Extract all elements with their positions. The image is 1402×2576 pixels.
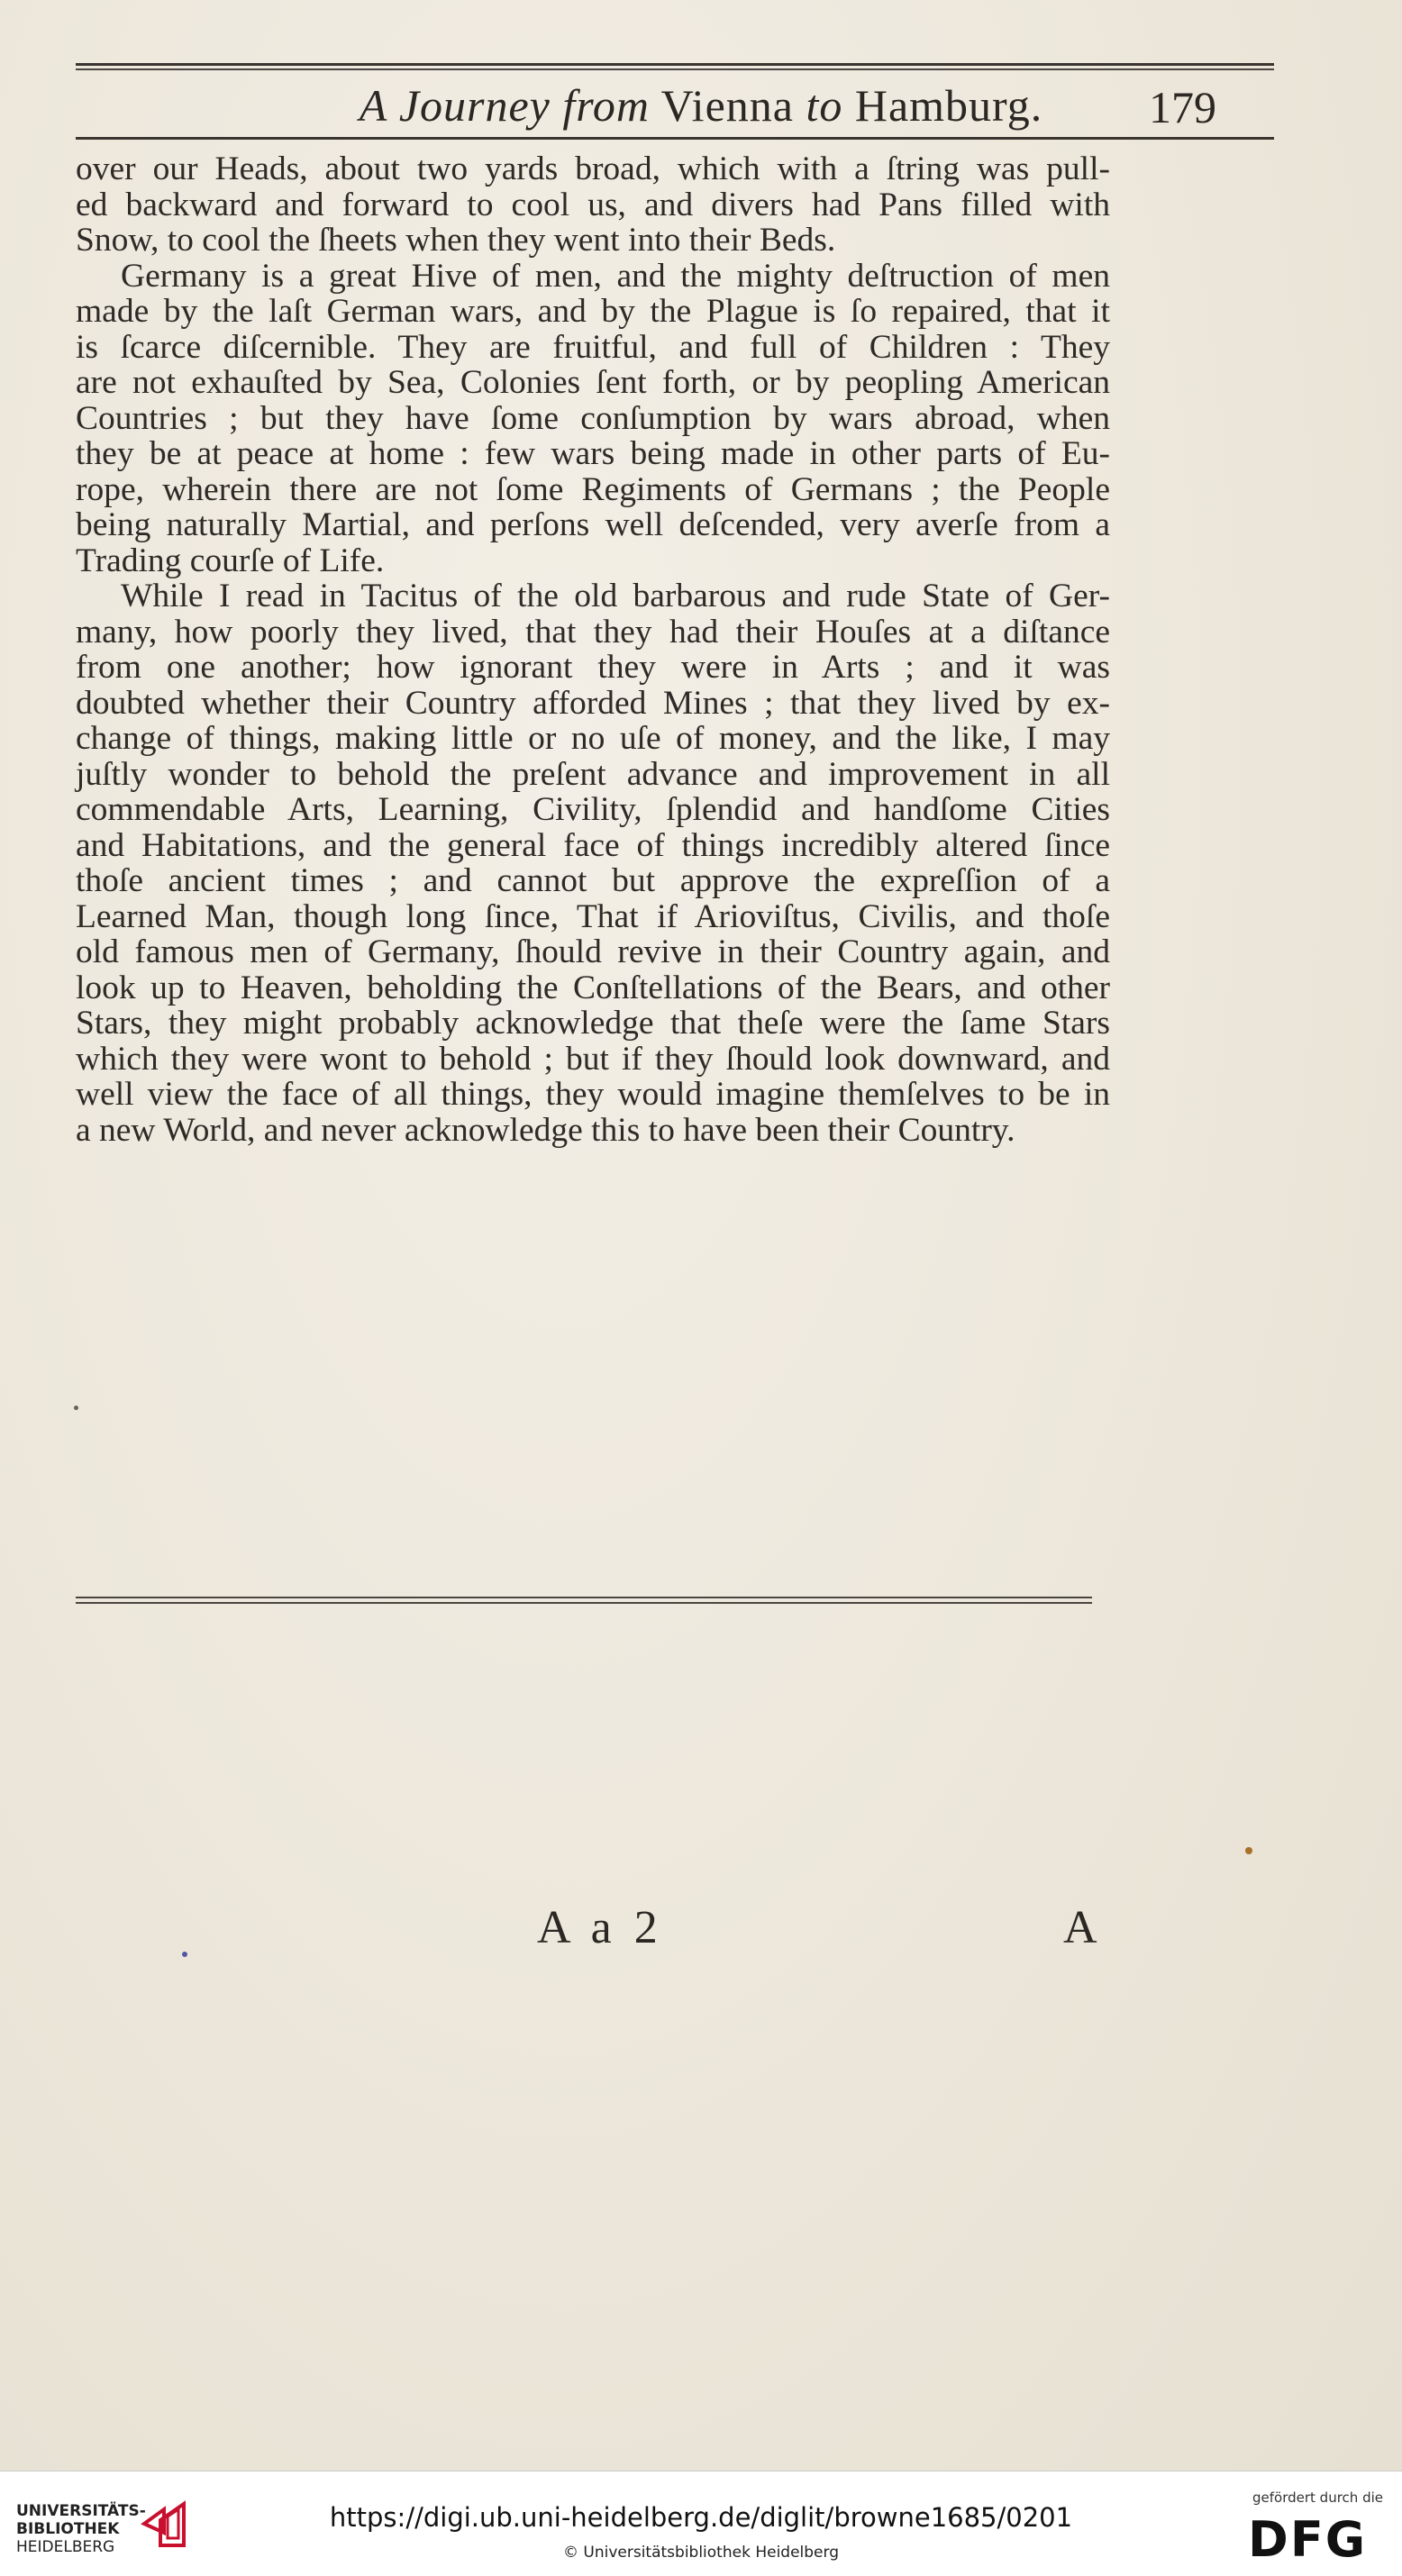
text-line: juſtly wonder to behold the preſent advance and improvement in all	[76, 755, 1110, 793]
paper-speck	[182, 1952, 187, 1957]
text-line: made by the laſt German wars, and by the Plague is ſo repaired, that it	[76, 293, 1110, 330]
running-head-roman-2: Hamburg.	[842, 80, 1043, 131]
institution-line: UNIVERSITÄTS-	[16, 2502, 146, 2520]
text-line: are not exhauſted by Sea, Colonies ſent forth, or by peopling American	[76, 364, 1110, 401]
institution-line: BIBLIOTHEK	[16, 2520, 120, 2538]
paper-speck	[1245, 1847, 1252, 1854]
catchword: A	[1063, 1902, 1103, 1953]
text-line: being naturally Martial, and perſons well deſcended, very averſe from a	[76, 506, 1110, 543]
text-line: Countries ; but they have ſome conſumption by wars abroad, when	[76, 399, 1110, 437]
running-head-italic-2: to	[806, 80, 843, 131]
text-line: over our Heads, about two yards broad, which with a ſtring was pull-	[76, 150, 1110, 187]
text-line: thoſe ancient times ; and cannot but approve the expreſſion of a	[76, 862, 1110, 899]
text-line: Trading courſe of Life.	[76, 542, 385, 579]
text-line: well view the face of all things, they would imagine themſelves to be in	[76, 1076, 1110, 1113]
signature-mark: A a 2	[537, 1902, 663, 1953]
funded-by-label: gefördert durch die	[1252, 2490, 1383, 2506]
text-line: doubted whether their Country afforded Mines ; that they lived by ex-	[76, 684, 1110, 722]
text-line: Stars, they might probably acknowledge that theſe were the ſame Stars	[76, 1005, 1110, 1042]
text-line: ed backward and forward to cool us, and divers had Pans filled with	[76, 186, 1110, 223]
running-head-italic: A Journey from	[359, 80, 650, 131]
header-top-rule-inner	[76, 68, 1274, 70]
page-number: 179	[1149, 82, 1216, 132]
body-text	[76, 151, 1110, 1148]
text-line: and Habitations, and the general face of things incredibly altered ſince	[76, 826, 1110, 864]
text-line: a new World, and never acknowledge this to have been their Country.	[76, 1111, 1015, 1149]
text-line: rope, wherein there are not ſome Regiments of Germans ; the People	[76, 470, 1110, 508]
paper-speck	[74, 1406, 78, 1410]
closing-rule-2	[76, 1602, 1092, 1604]
text-line: many, how poorly they lived, that they had their Houſes at a diſtance	[76, 613, 1110, 651]
text-line: is ſcarce diſcernible. They are fruitful, and full of Children : They	[76, 328, 1110, 366]
text-line: Germany is a great Hive of men, and the mighty deſtruction of men	[121, 257, 1110, 295]
text-line: While I read in Tacitus of the old barbarous and rude State of Ger-	[121, 578, 1110, 614]
text-line: from one another; how ignorant they were in Arts ; and it was	[76, 649, 1110, 686]
text-line: which they were wont to behold ; but if they ſhould look downward, and	[76, 1040, 1110, 1078]
text-line: Learned Man, though long ſince, That if Arioviſtus, Civilis, and thoſe	[76, 897, 1110, 935]
permalink-url[interactable]: https://digi.ub.uni-heidelberg.de/diglit/browne1685/0201	[329, 2502, 1073, 2533]
viewer-footer	[0, 2471, 1402, 2576]
copyright-notice: © Universitätsbibliothek Heidelberg	[562, 2544, 839, 2562]
text-line: old famous men of Germany, ſhould revive in their Country again, and	[76, 933, 1110, 970]
text-line: Snow, to cool the ſheets when they went into their Beds.	[76, 222, 836, 259]
dfg-logo: DFG	[1248, 2511, 1368, 2568]
closing-rule	[76, 1597, 1092, 1598]
text-line: look up to Heaven, beholding the Conſtellations of the Bears, and other	[76, 969, 1110, 1006]
header-bottom-rule	[76, 137, 1274, 140]
text-line: change of things, making little or no uſe of money, and the like, I may	[76, 720, 1110, 757]
running-head-roman: Vienna	[649, 80, 806, 131]
text-line: they be at peace at home : few wars being made in other parts of Eu-	[76, 435, 1110, 472]
header-top-rule	[76, 63, 1274, 66]
text-line: commendable Arts, Learning, Civility, ſplendid and handſome Cities	[76, 791, 1110, 828]
institution-line: HEIDELBERG	[16, 2538, 115, 2556]
